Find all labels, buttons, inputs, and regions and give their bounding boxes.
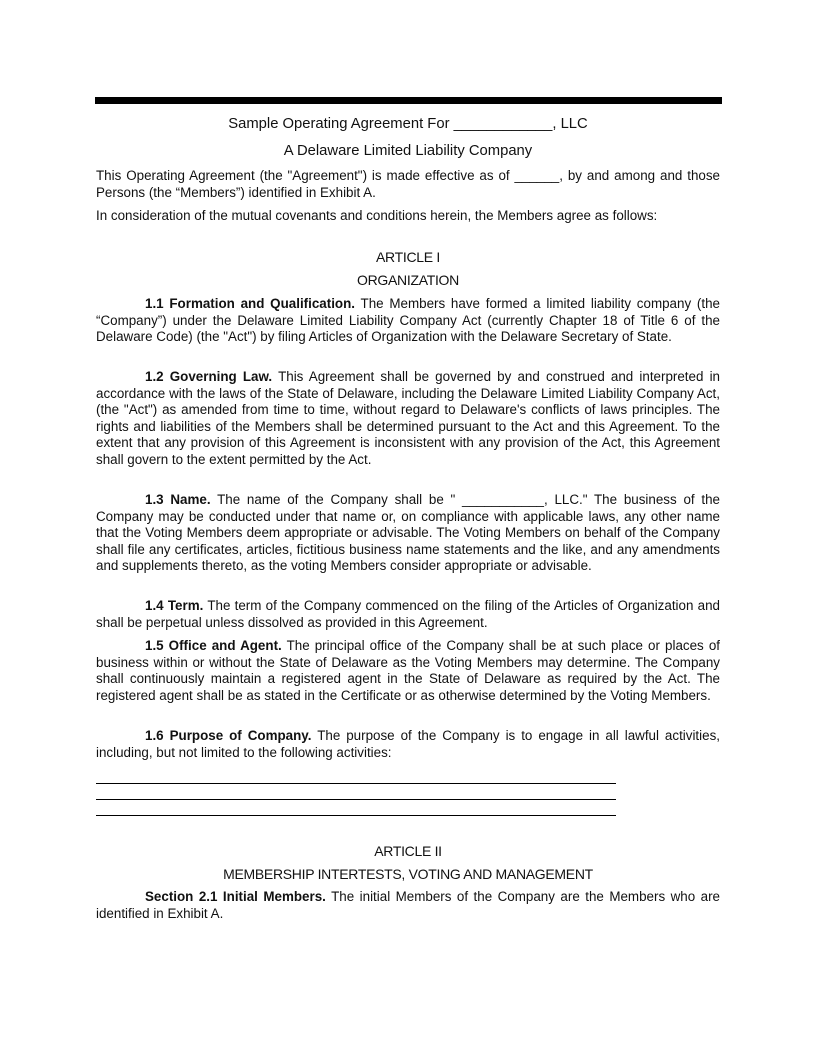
article-2-number: ARTICLE II (374, 843, 442, 859)
article-1-number: ARTICLE I (376, 249, 440, 265)
section-text: The initial Members of the Company are the Members who are identified in Exhibit A. (96, 889, 720, 921)
article-2-name: MEMBERSHIP INTERTESTS, VOTING AND MANAGEMENT (223, 866, 593, 882)
section-text: The principal office of the Company shall be at such place or places of business within or without the State of Delaware as the Voting Members may determine. The Company shall continuously maintain a registered agent in the State of Delaware as required by the Act. The registered agent shall be as stated in the Certificate or as otherwise determined by the Voting Members. (96, 638, 720, 703)
section-1-2 (96, 369, 720, 469)
intro-paragraph: This Operating Agreement (the "Agreement") is made effective as of ______, by and among and those Persons (the “Members”) identified in Exhibit A. (96, 168, 720, 200)
blank-line (96, 815, 616, 816)
section-text: This Agreement shall be governed by and construed and interpreted in accordance with the laws of the State of Delaware, including the Delaware Limited Liability Company Act, (the "Act") as amended from time to time, without regard to Delaware's conflicts of laws principles. The rights and liabilities of the Members shall be determined pursuant to the Act and this Agreement. To the extent that any provision of this Agreement is inconsistent with any provision of the Act, this Agreement shall govern to the extent permitted by the Act. (96, 369, 721, 467)
section-1-5 (96, 638, 720, 704)
article-1-name: ORGANIZATION (357, 272, 459, 288)
blank-line (96, 783, 616, 784)
section-heading: 1.1 Formation and Qualification. (145, 296, 355, 311)
section-1-3 (96, 492, 720, 575)
section-text: The purpose of the Company is to engage in all lawful activities, including, but not limited to the following activities: (96, 728, 720, 760)
section-2-1 (96, 889, 720, 922)
section-1-1 (96, 296, 720, 346)
document-subtitle: A Delaware Limited Liability Company (283, 143, 533, 159)
section-heading: 1.4 Term. (145, 598, 204, 613)
section-text: The name of the Company shall be " ___________, LLC." The business of the Company may be conducted under that name or, on compliance with applicable laws, any other name that the Voting Members deem appropriate or advisable. The Voting Members on behalf of the Company shall file any certificates, articles, fictitious business name statements and the like, and any amendments and supplements thereto, as the voting Members consider appropriate or advisable. (96, 492, 720, 574)
document-title: Sample Operating Agreement For ____________, LLC (228, 116, 588, 132)
section-heading: 1.6 Purpose of Company. (145, 728, 312, 743)
consideration-paragraph: In consideration of the mutual covenants and conditions herein, the Members agree as follows: (96, 208, 658, 223)
section-1-4 (96, 598, 720, 631)
section-text: The term of the Company commenced on the filing of the Articles of Organization and shall be perpetual unless dissolved as provided in this Agreement. (96, 598, 720, 630)
section-text: The Members have formed a limited liability company (the “Company”) under the Delaware Limited Liability Company Act (currently Chapter 18 of Title 6 of the Delaware Code) (the "Act") by filing Articles of Organization with the Delaware Secretary of State. (96, 296, 720, 345)
section-heading: 1.2 Governing Law. (145, 369, 273, 384)
blank-line (96, 799, 616, 800)
section-heading: 1.3 Name. (145, 492, 211, 507)
section-heading: 1.5 Office and Agent. (145, 638, 282, 653)
section-heading: Section 2.1 Initial Members. (145, 889, 326, 904)
section-1-6 (96, 728, 720, 761)
header-rule (95, 97, 722, 104)
